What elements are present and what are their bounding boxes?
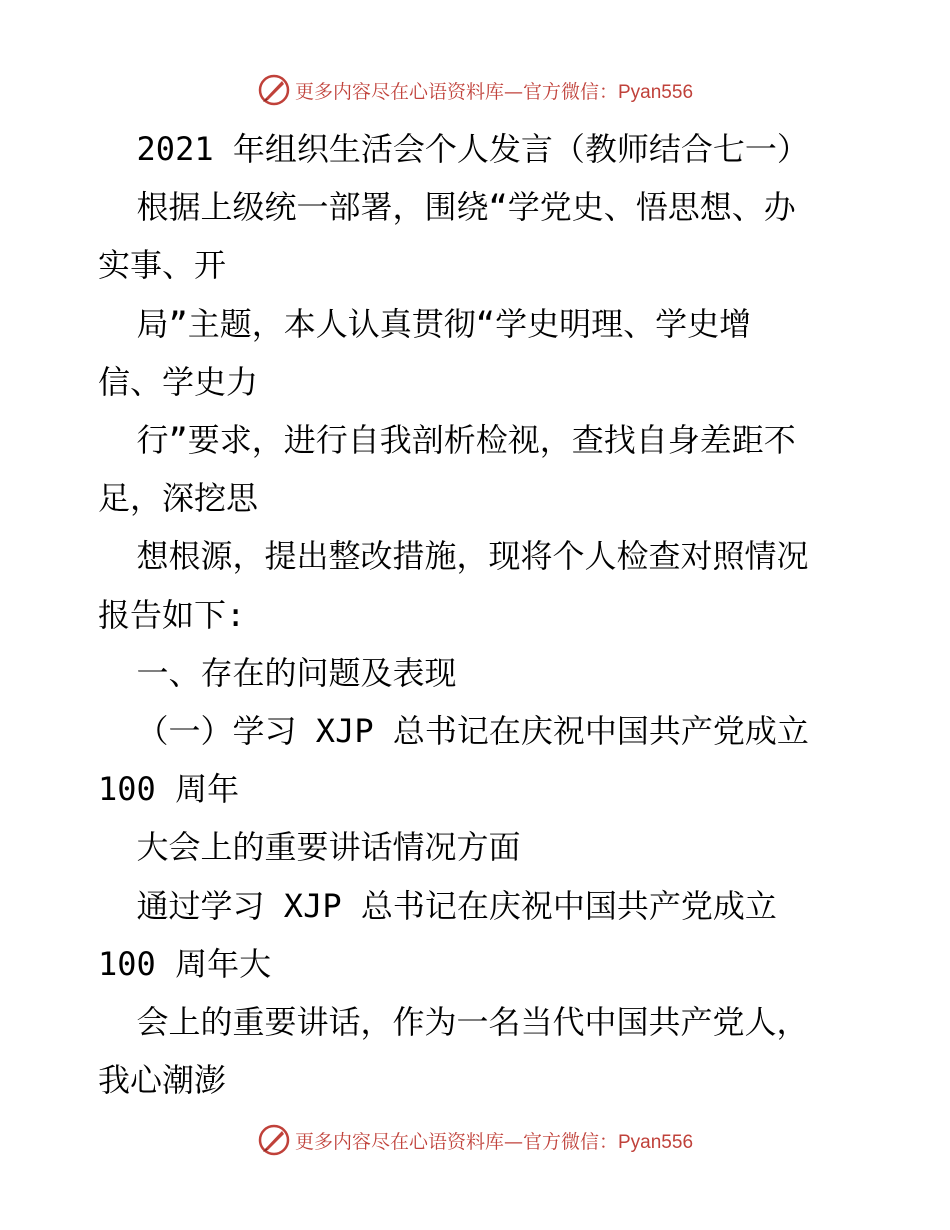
text-line: 我心潮澎 xyxy=(98,1061,227,1100)
subsection-heading: （一）学习 XJP 总书记在庆祝中国共产党成立 xyxy=(98,712,809,751)
text-line: 通过学习 XJP 总书记在庆祝中国共产党成立 xyxy=(98,886,777,925)
document-body xyxy=(98,120,858,1109)
text-line: 局”主题，本人认真贯彻“学史明理、学史增 xyxy=(98,304,752,343)
text-line: 100 周年大 xyxy=(98,944,272,983)
text-line: 根据上级统一部署，围绕“学党史、悟思想、办 xyxy=(98,188,796,227)
wechat-id: Pyan556 xyxy=(618,81,694,103)
quill-pen-logo-icon xyxy=(257,73,291,107)
text-line: 实事、开 xyxy=(98,246,227,285)
watermark-label: 更多内容尽在心语资料库—官方微信： xyxy=(294,80,618,103)
text-line: 100 周年 xyxy=(98,770,240,809)
text-line: 信、学史力 xyxy=(98,362,259,401)
text-line: 行”要求，进行自我剖析检视，查找自身差距不 xyxy=(98,421,796,460)
text-line: 会上的重要讲话，作为一名当代中国共产党人， xyxy=(98,1003,809,1042)
watermark-text xyxy=(295,77,693,104)
watermark-text xyxy=(295,1127,693,1154)
text-line: 大会上的重要讲话情况方面 xyxy=(98,828,521,867)
text-line: 2021 年组织生活会个人发言（教师结合七一） xyxy=(98,130,809,168)
quill-pen-logo-icon xyxy=(257,1123,291,1157)
header-watermark-banner xyxy=(0,70,950,110)
wechat-id: Pyan556 xyxy=(618,1131,694,1153)
text-line: 报告如下: xyxy=(98,595,246,634)
text-line: 足，深挖思 xyxy=(98,479,259,518)
section-heading: 一、存在的问题及表现 xyxy=(98,653,457,692)
watermark-label: 更多内容尽在心语资料库—官方微信： xyxy=(294,1130,618,1153)
text-line: 想根源，提出整改措施，现将个人检查对照情况 xyxy=(98,537,809,576)
footer-watermark-banner xyxy=(0,1120,950,1160)
